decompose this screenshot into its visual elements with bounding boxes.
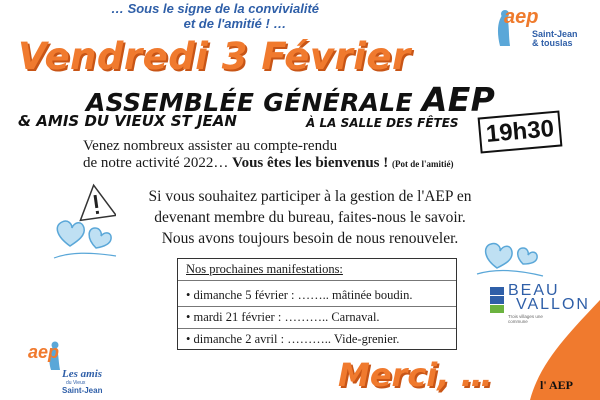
events-heading: Nos prochaines manifestations: bbox=[186, 262, 343, 276]
event-date: Vendredi 3 Février bbox=[18, 35, 411, 78]
tagline-line-1: … Sous le signe de la convivialité bbox=[110, 1, 320, 16]
intro-line-2-start: de notre activité 2022… bbox=[83, 155, 233, 171]
beau-vallon-line-2: VALLON bbox=[516, 296, 590, 313]
intro-line-2 bbox=[83, 155, 503, 173]
beau-vallon-tagline: Trois villages une commune bbox=[508, 314, 543, 324]
pot-text: (Pot de l'amitié) bbox=[392, 159, 454, 169]
beau-vallon-line-1: BEAU bbox=[508, 282, 560, 299]
assembly-aep: AEP bbox=[421, 80, 496, 119]
participation-line-2: devenant membre du bureau, faites-nous le savoir. bbox=[154, 209, 466, 226]
logo-top-sub2: & touslas bbox=[532, 38, 573, 48]
hearts-left-icon bbox=[50, 208, 120, 260]
tagline-line-2: et de l'amitié ! … bbox=[183, 16, 287, 31]
intro-text bbox=[83, 138, 503, 173]
tagline bbox=[70, 1, 360, 31]
hearts-right-icon bbox=[475, 228, 545, 280]
assembly-label: ASSEMBLÉE GÉNÉRALE bbox=[86, 88, 413, 117]
logo-bottom-name: aep bbox=[28, 342, 60, 362]
signature: l' AEP bbox=[540, 378, 574, 392]
beau-vallon-mark-icon bbox=[490, 287, 504, 313]
time-badge: 19h30 bbox=[478, 110, 563, 153]
merci-text: Merci, … bbox=[338, 356, 493, 394]
logo-bottom-sub3: Saint-Jean bbox=[62, 386, 103, 395]
events-divider bbox=[178, 328, 456, 329]
logo-top-sub1: Saint-Jean bbox=[532, 29, 578, 39]
upcoming-events-box bbox=[177, 258, 457, 350]
aep-logo-top bbox=[488, 6, 583, 54]
participation-line-3: Nous avons toujours besoin de nous renouveler. bbox=[161, 230, 459, 247]
logo-bottom-sub2: du Vieux bbox=[66, 380, 86, 386]
amis-line: & AMIS DU VIEUX ST JEAN bbox=[18, 112, 237, 130]
logo-bottom-sub1: Les amis bbox=[62, 368, 103, 380]
event-item: • dimanche 2 avril : ……….. Vide-grenier. bbox=[186, 332, 400, 346]
intro-line-1: Venez nombreux assister au compte-rendu bbox=[83, 138, 338, 154]
participation-text bbox=[110, 186, 510, 249]
events-divider bbox=[178, 280, 456, 281]
participation-line-1: Si vous souhaitez participer à la gestion de l'AEP en bbox=[148, 188, 472, 205]
beau-vallon-logo bbox=[490, 283, 590, 323]
events-divider bbox=[178, 306, 456, 307]
event-item: • dimanche 5 février : …….. mâtinée boudin. bbox=[186, 288, 413, 302]
location: À LA SALLE DES FÊTES bbox=[306, 116, 459, 130]
logo-top-name: aep bbox=[504, 6, 539, 28]
event-item: • mardi 21 février : ……….. Carnaval. bbox=[186, 310, 380, 324]
welcome-text: Vous êtes les bienvenus ! bbox=[232, 155, 389, 171]
aep-logo-bottom bbox=[22, 340, 117, 398]
